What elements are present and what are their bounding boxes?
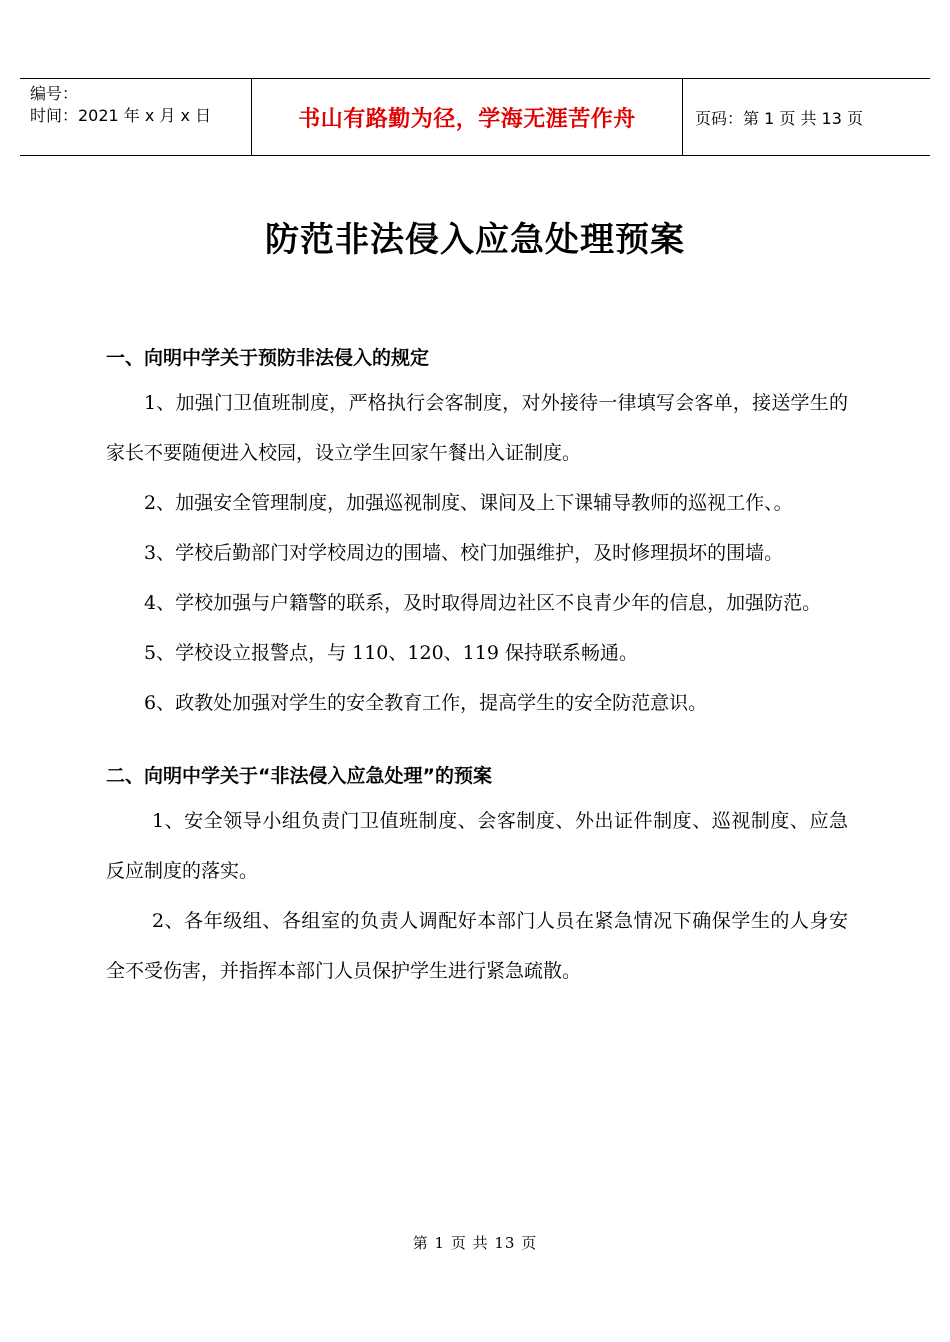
page-footer: 第 1 页 共 13 页: [412, 1234, 538, 1252]
document-header: [20, 78, 930, 156]
section1-item-6: 6、政教处加强对学生的安全教育工作，提高学生的安全防范意识。: [144, 692, 708, 714]
section1-item-4: 4、学校加强与户籍警的联系，及时取得周边社区不良青少年的信息，加强防范。: [144, 592, 822, 614]
section-heading-1: 一、向明中学关于预防非法侵入的规定: [106, 347, 430, 369]
section1-item-3: 3、学校后勤部门对学校周边的围墙、校门加强维护，及时修理损坏的围墙。: [144, 542, 784, 564]
section1-item-5: 5、学校设立报警点，与 110、120、119 保持联系畅通。: [144, 642, 638, 664]
header-motto-cell: [252, 79, 683, 155]
number-label: 编号：: [30, 84, 79, 103]
header-page-info: [683, 79, 930, 155]
motto: 书山有路勤为径，学海无涯苦作舟: [298, 106, 636, 132]
section2-item-1: 1、安全领导小组负责门卫值班制度、会客制度、外出证件制度、巡视制度、应急反应制度的落实。: [106, 810, 848, 882]
document-body: [106, 340, 848, 996]
header-meta: [20, 79, 252, 155]
section2-item-2: 2、各年级组、各组室的负责人调配好本部门人员在紧急情况下确保学生的人身安全不受伤害，并指挥本部门人员保护学生进行紧急疏散。: [106, 910, 848, 982]
time-label: 时间：2021 年 x 月 x 日: [30, 106, 212, 125]
document-title: 防范非法侵入应急处理预案: [265, 220, 685, 260]
section1-item-2: 2、加强安全管理制度，加强巡视制度、课间及上下课辅导教师的巡视工作、。: [144, 492, 793, 514]
page-info: 页码：第 1 页 共 13 页: [695, 108, 863, 128]
section1-item-1: 1、加强门卫值班制度，严格执行会客制度，对外接待一律填写会客单，接送学生的家长不要随便进入校园，设立学生回家午餐出入证制度。: [106, 392, 848, 464]
section-heading-2: 二、向明中学关于“非法侵入应急处理”的预案: [106, 765, 492, 787]
